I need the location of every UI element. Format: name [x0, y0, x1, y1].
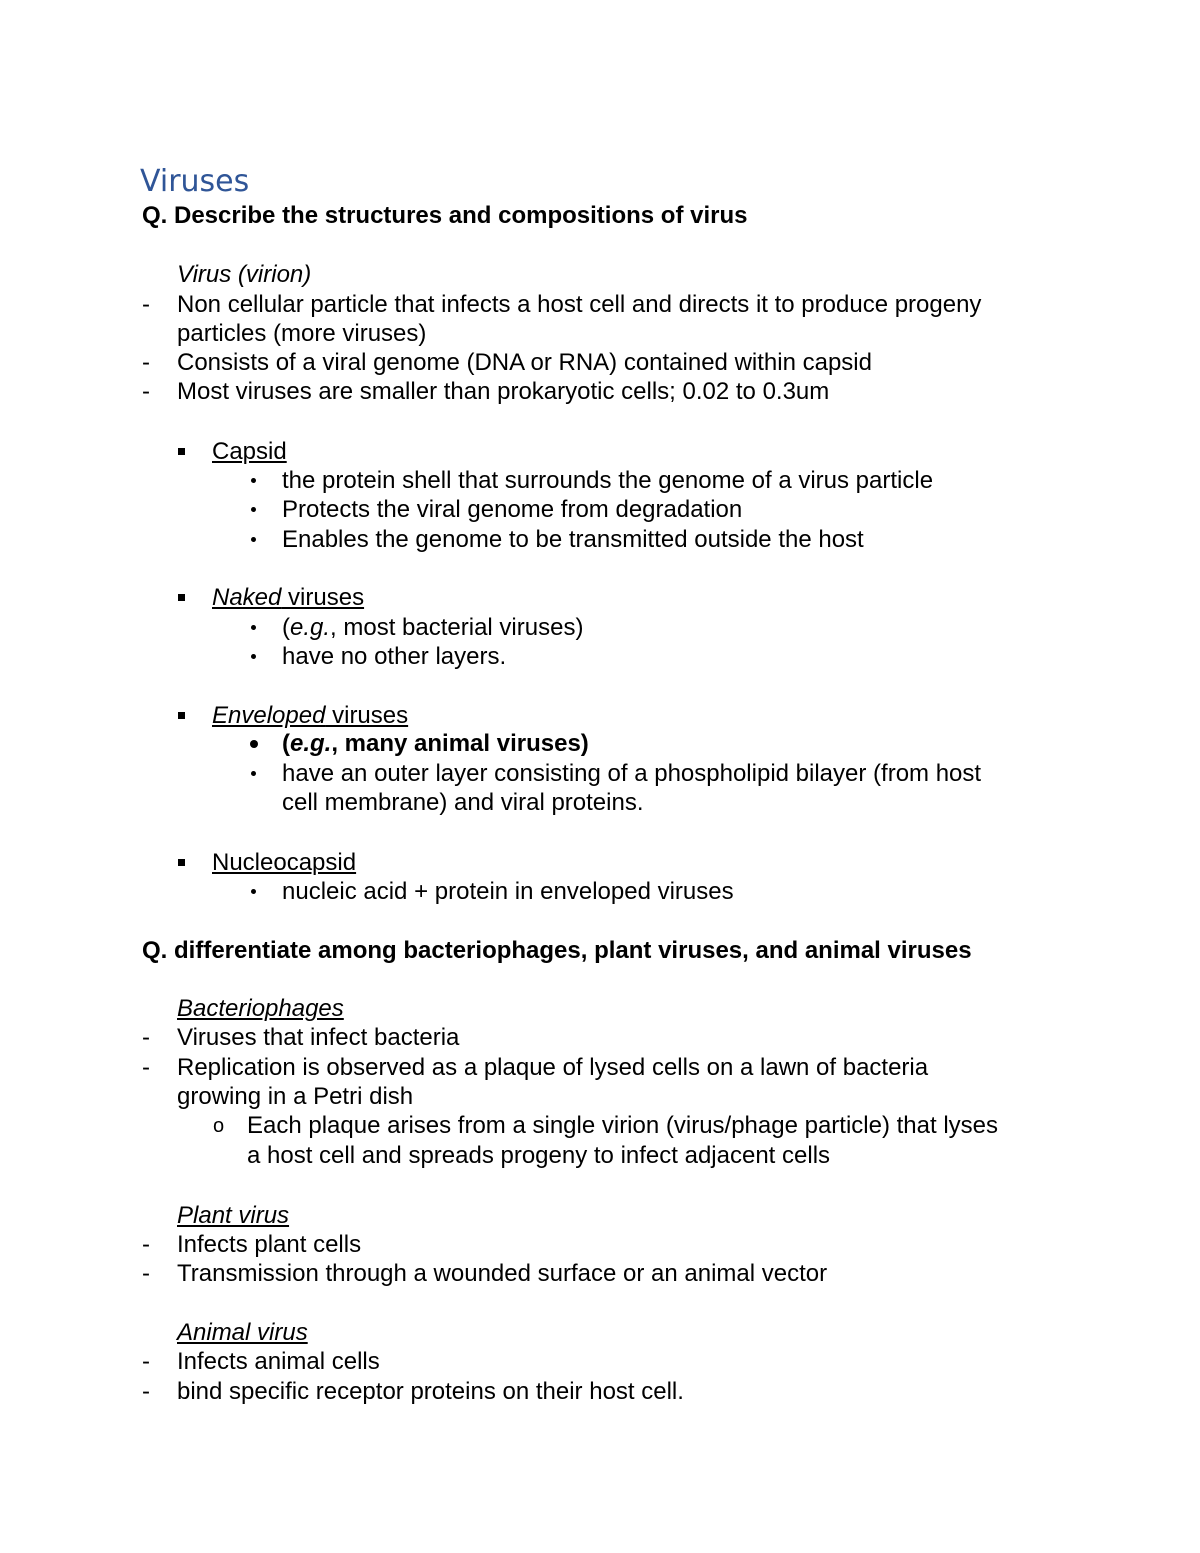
dot-bullet-icon: [250, 740, 258, 748]
list-item: the protein shell that surrounds the genome of a virus particle: [282, 467, 934, 494]
virus-subheading: [177, 260, 311, 290]
square-bullet-icon: [178, 712, 185, 719]
question-2: Q. differentiate among bacteriophages, plant viruses, and animal viruses: [142, 937, 972, 964]
list-item: Non cellular particle that infects a host cell and directs it to produce progeny: [177, 291, 982, 318]
list-item: Viruses that infect bacteria: [177, 1024, 460, 1051]
dot-bullet-icon: [251, 537, 256, 542]
naked-heading: [212, 583, 364, 613]
naked-item-italic: e.g.: [290, 614, 331, 641]
list-item: Enables the genome to be transmitted outside the host: [282, 526, 864, 553]
square-bullet-icon: [178, 859, 185, 866]
enveloped-item-italic: e.g.: [290, 730, 332, 757]
list-item-continued: particles (more viruses): [177, 320, 427, 347]
list-item-continued: growing in a Petri dish: [177, 1083, 414, 1110]
list-item: Infects plant cells: [177, 1231, 362, 1258]
dash-bullet: -: [142, 349, 150, 376]
enveloped-item-post: , many animal viruses): [331, 730, 589, 757]
enveloped-heading-italic: Enveloped: [212, 702, 326, 729]
virus-subheading-paren: (virion): [231, 261, 312, 288]
dash-bullet: -: [142, 291, 150, 318]
dash-bullet: -: [142, 1054, 150, 1081]
sub-list-item: Each plaque arises from a single virion (virus/phage particle) that lyses: [247, 1112, 999, 1139]
list-item: Protects the viral genome from degradation: [282, 496, 743, 523]
question-1: Q. Describe the structures and compositions of virus: [142, 202, 748, 229]
list-item-continued: cell membrane) and viral proteins.: [282, 789, 644, 816]
list-item: [282, 729, 589, 759]
plant-virus-heading: Plant virus: [177, 1202, 290, 1229]
square-bullet-icon: [178, 594, 185, 601]
list-item: have no other layers.: [282, 643, 507, 670]
dash-bullet: -: [142, 1378, 150, 1405]
naked-item-post: , most bacterial viruses): [330, 614, 584, 641]
page-title: Viruses: [140, 164, 250, 199]
list-item: Replication is observed as a plaque of lysed cells on a lawn of bacteria: [177, 1054, 929, 1081]
dot-bullet-icon: [251, 625, 256, 630]
enveloped-heading-rest: viruses: [325, 702, 409, 729]
enveloped-item-pre: (: [282, 730, 290, 757]
naked-heading-italic: Naked: [212, 584, 282, 611]
nucleocapsid-heading: Nucleocapsid: [212, 849, 357, 876]
dot-bullet-icon: [251, 889, 256, 894]
list-item: nucleic acid + protein in enveloped viruses: [282, 878, 734, 905]
list-item: Transmission through a wounded surface or an animal vector: [177, 1260, 828, 1287]
bacteriophages-heading: Bacteriophages: [177, 995, 344, 1022]
square-bullet-icon: [178, 448, 185, 455]
sub-list-item-continued: a host cell and spreads progeny to infect adjacent cells: [247, 1142, 831, 1169]
dot-bullet-icon: [251, 654, 256, 659]
virus-subheading-main: Virus: [177, 261, 232, 288]
circle-bullet-icon: o: [213, 1115, 225, 1137]
dot-bullet-icon: [251, 507, 256, 512]
list-item: Consists of a viral genome (DNA or RNA) contained within capsid: [177, 349, 872, 376]
naked-item-pre: (: [282, 614, 290, 641]
list-item: have an outer layer consisting of a phospholipid bilayer (from host: [282, 760, 982, 787]
list-item: Infects animal cells: [177, 1348, 380, 1375]
capsid-heading: Capsid: [212, 438, 287, 465]
dot-bullet-icon: [251, 478, 256, 483]
dash-bullet: -: [142, 1348, 150, 1375]
dash-bullet: -: [142, 1231, 150, 1258]
naked-heading-rest: viruses: [281, 584, 365, 611]
list-item: bind specific receptor proteins on their host cell.: [177, 1378, 684, 1405]
animal-virus-heading: Animal virus: [177, 1319, 308, 1346]
dot-bullet-icon: [251, 771, 256, 776]
dash-bullet: -: [142, 1024, 150, 1051]
list-item: [282, 613, 583, 643]
dash-bullet: -: [142, 378, 150, 405]
dash-bullet: -: [142, 1260, 150, 1287]
enveloped-heading: [212, 701, 408, 731]
list-item: Most viruses are smaller than prokaryotic cells; 0.02 to 0.3um: [177, 378, 830, 405]
